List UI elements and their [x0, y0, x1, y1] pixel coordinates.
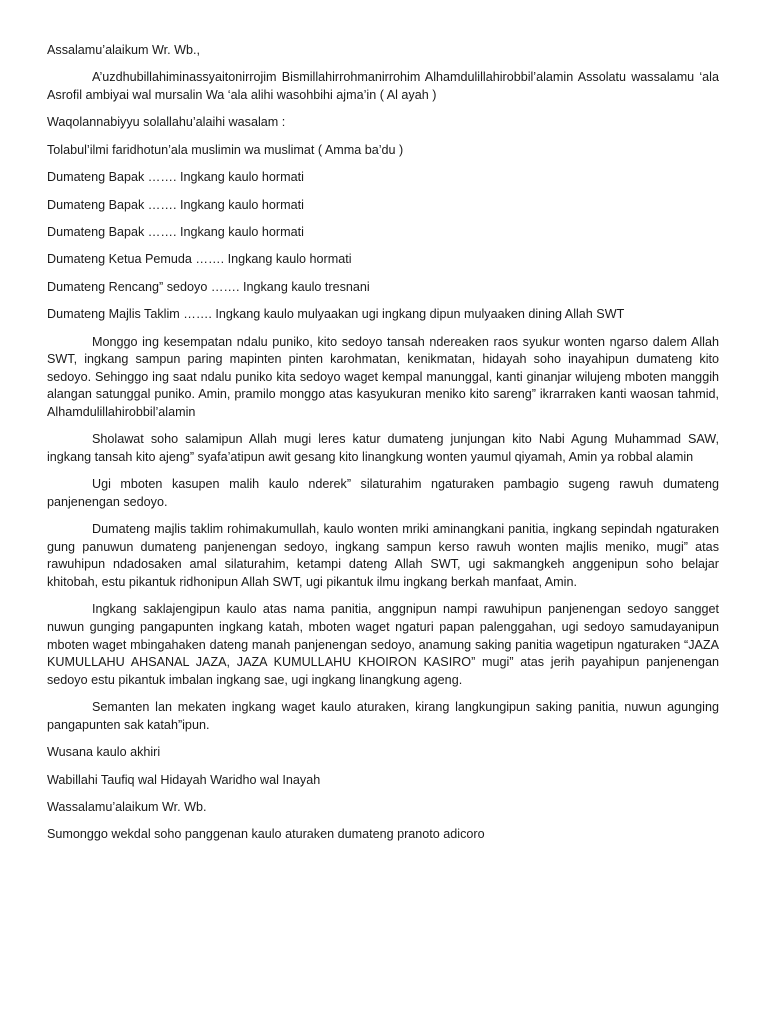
sholawat-paragraph: Sholawat soho salamipun Allah mugi leres katur dumateng junjungan kito Nabi Agung Muhammad SAW, ingkang tansah kito ajeng” syafa’atipun awit gesang kito linangkung wonten yaumul qiyamah, Amin ya robbal alamin: [47, 432, 719, 464]
closing-paragraph: Semanten lan mekaten ingkang waget kaulo aturaken, kirang langkungipun saking panitia, nuwun agunging pangapunten sak katah”ipun.: [47, 700, 719, 732]
document-body: [47, 42, 719, 844]
greeting-opening: Assalamu’alaikum Wr. Wb.,: [47, 43, 201, 57]
welcome-paragraph: Ugi mboten kasupen malih kaulo nderek” silaturahim ngaturaken pambagio sugeng rawuh dumateng panjenengan sedoyo.: [47, 477, 719, 509]
closing-prayer-line: Wabillahi Taufiq wal Hidayah Waridho wal Inayah: [47, 772, 321, 787]
hadith-intro: Waqolannabiyyu solallahu’alaihi wasalam :: [47, 115, 286, 130]
salutation-line: Dumateng Bapak ……. Ingkang kaulo hormati: [47, 197, 304, 212]
greeting-closing: Wassalamu’alaikum Wr. Wb.: [47, 799, 207, 814]
salutation-line: Dumateng Bapak ……. Ingkang kaulo hormati: [47, 170, 304, 185]
gratitude-paragraph: Monggo ing kesempatan ndalu puniko, kito sedoyo tansah ndereaken raos syukur wonten ngarso dalem Allah SWT, ingkang sampun paring mapinten pinten karohmatan, kenikmatan, hidayah soho inayahipun dumateng kito sedoyo. Sehinggo ing saat ndalu puniko kita sedoyo waget kempal manunggal, kanti ginanjar wilujeng mboten manggih alangan satunggal puniko. Amin, pramilo monggo atas kasyukuran meniko kito sareng” ikrarraken kanti waosan tahmid, Alhamdulillahirobbil’alamin: [47, 334, 719, 419]
salutation-line: Dumateng Bapak ……. Ingkang kaulo hormati: [47, 224, 304, 239]
salutation-line: Dumateng Ketua Pemuda ……. Ingkang kaulo hormati: [47, 252, 352, 267]
thanks-paragraph: Dumateng majlis taklim rohimakumullah, kaulo wonten mriki aminangkani panitia, ingkang sepindah ngaturaken gung panuwun dumateng panjenengan sedoyo, ingkang sampun kerso rawuh wonten majlis meniko, mugi” atas rawuhipun ndadosaken amal silaturahim, ketampi dateng Allah SWT, ugi sakmangkeh anggenipun soho belajar khitobah, estu pikantuk ridhonipun Allah SWT, ugi pikantuk ilmu ingkang berkah manfaat, Amin.: [47, 522, 719, 590]
opening-prayer-paragraph: A’uzdhubillahiminassyaitonirrojim Bismillahirrohmanirrohim Alhamdulillahirobbil’alamin Assolatu wassalamu ‘ala Asrofil ambiyai wal mursalin Wa ‘ala alihi wasohbihi ajma’in ( Al ayah ): [47, 70, 719, 102]
closing-line: Wusana kaulo akhiri: [47, 745, 161, 760]
apology-paragraph: Ingkang saklajengipun kaulo atas nama panitia, anggnipun nampi rawuhipun panjenengan sedoyo sangget nuwun gunging pangapunten ingkang katah, mboten waget ngaturi papan palenggahan, ugi sedoyo samudayanipun mboten waget mbingahaken dateng manah panjenengan sedoyo, anamung saking panitia wagetipun ngaturaken “JAZA KUMULLAHU AHSANAL JAZA, JAZA KUMULLAHU KHOIRON KASIRO” mugi” atas jerih payahipun panjenengan sedoyo estu pikantuk imbalan ingkang sae, ugi ingkang linangkung ageng.: [47, 602, 719, 687]
salutation-line: Dumateng Majlis Taklim ……. Ingkang kaulo mulyaakan ugi ingkang dipun mulyaaken dining Allah SWT: [47, 307, 625, 322]
hadith-text: Tolabul’ilmi faridhotun’ala muslimin wa muslimat ( Amma ba’du ): [47, 142, 404, 157]
handover-line: Sumonggo wekdal soho panggenan kaulo aturaken dumateng pranoto adicoro: [47, 827, 485, 842]
salutation-line: Dumateng Rencang” sedoyo ……. Ingkang kaulo tresnani: [47, 279, 370, 294]
